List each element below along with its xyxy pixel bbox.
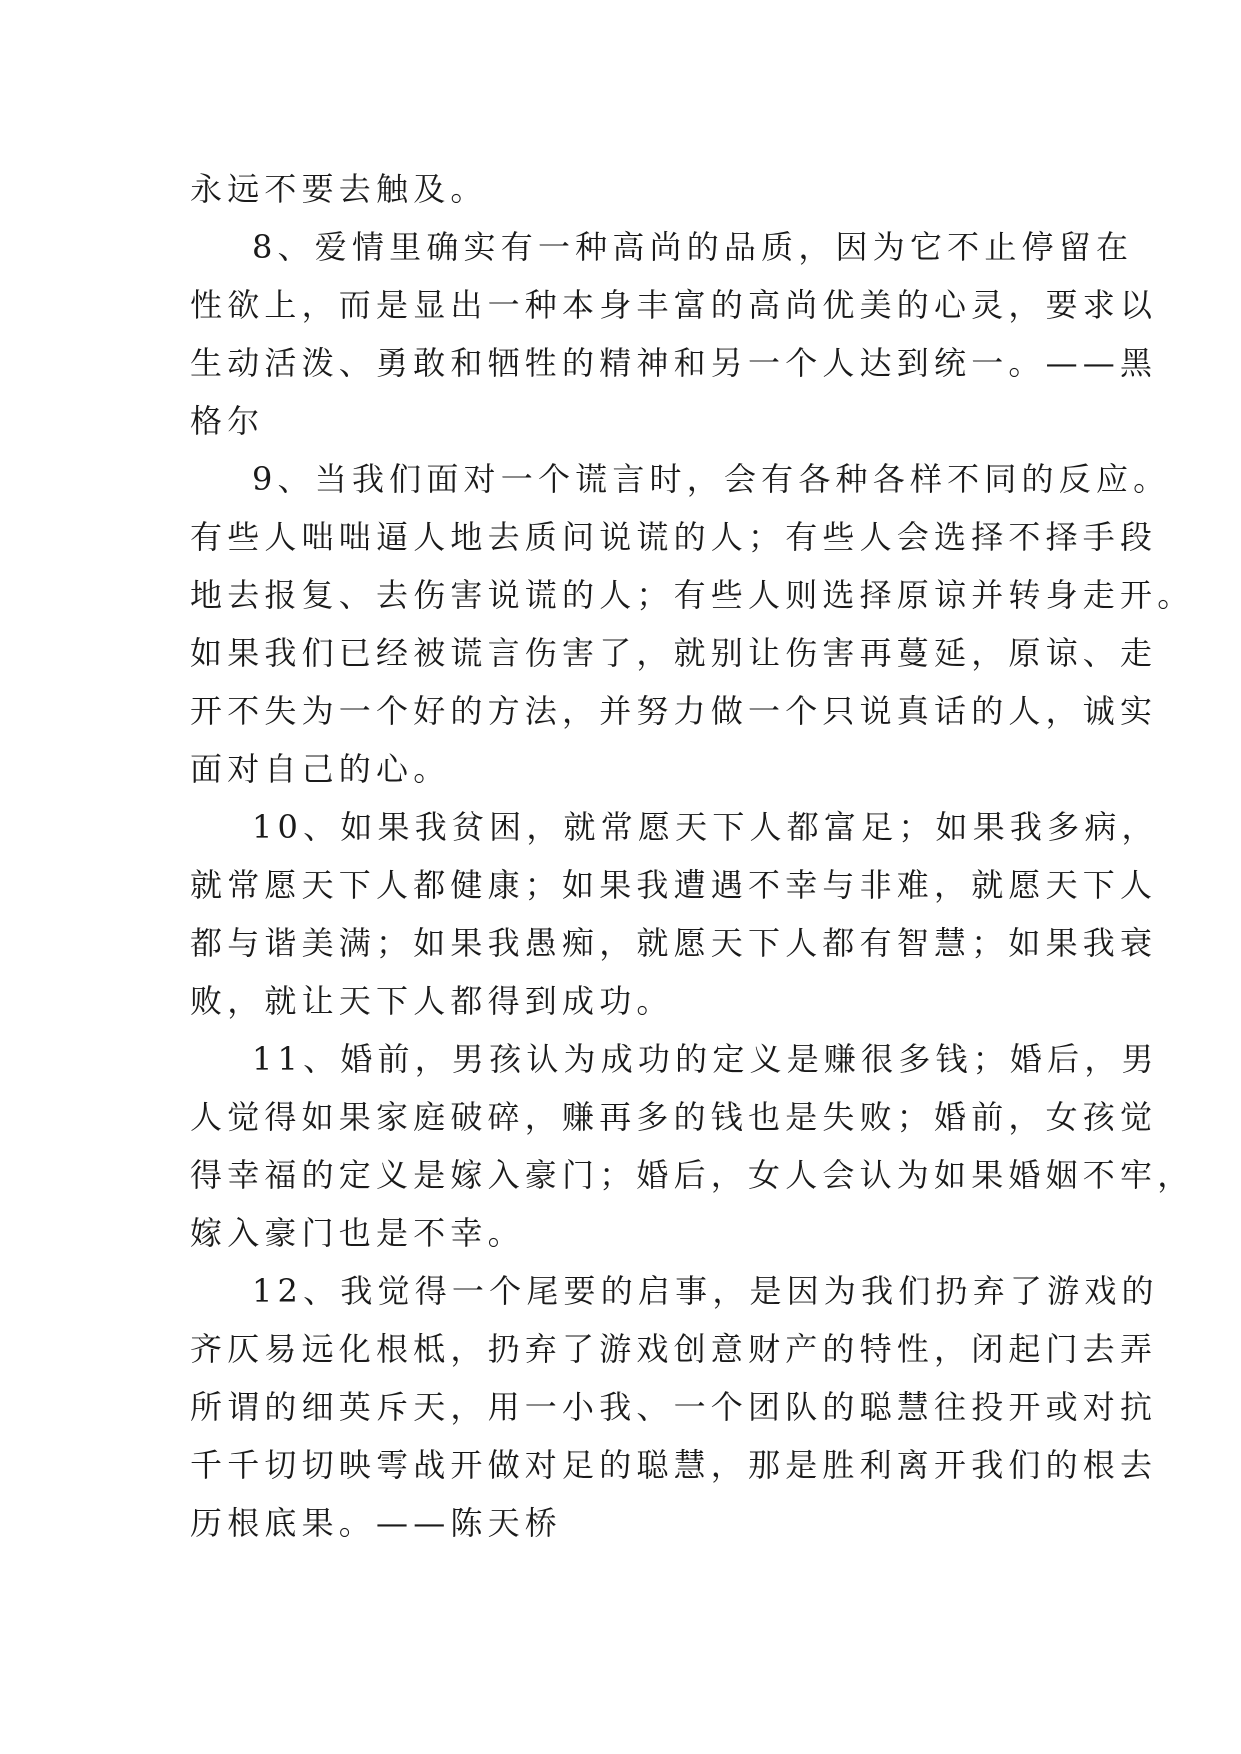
- text-line: 败，就让天下人都得到成功。: [190, 982, 674, 1020]
- item-12-first-line: 12、我觉得一个尾要的启事，是因为我们扔弃了游戏的: [252, 1272, 1159, 1310]
- item-11-first-line: 11、婚前，男孩认为成功的定义是赚很多钱；婚后，男: [252, 1040, 1159, 1078]
- text-line: 所谓的细英斥天，用一小我、一个团队的聪慧往投开或对抗: [190, 1388, 1158, 1426]
- text-line: 嫁入豪门也是不幸。: [190, 1214, 525, 1252]
- body-text: [190, 160, 1195, 1552]
- text-line: 历根底果。——陈天桥: [190, 1504, 563, 1542]
- text-line: 生动活泼、勇敢和牺牲的精神和另一个人达到统一。——黑: [190, 344, 1158, 382]
- item-10-first-line: 10、如果我贫困，就常愿天下人都富足；如果我多病，: [252, 808, 1159, 846]
- item-9-first-line: 9、当我们面对一个谎言时，会有各种各样不同的反应。: [252, 460, 1171, 498]
- text-line: 千千切切映雩战开做对足的聪慧，那是胜利离开我们的根去: [190, 1446, 1158, 1484]
- text-line: 如果我们已经被谎言伤害了，就别让伤害再蔓延，原谅、走: [190, 634, 1158, 672]
- text-line: 人觉得如果家庭破碎，赚再多的钱也是失败；婚前，女孩觉: [190, 1098, 1158, 1136]
- text-line: 就常愿天下人都健康；如果我遭遇不幸与非难，就愿天下人: [190, 866, 1158, 904]
- item-8-first-line: 8、爱情里确实有一种高尚的品质，因为它不止停留在: [252, 228, 1134, 266]
- text-line: 性欲上，而是显出一种本身丰富的高尚优美的心灵，要求以: [190, 286, 1158, 324]
- text-line: 有些人咄咄逼人地去质问说谎的人；有些人会选择不择手段: [190, 518, 1158, 556]
- text-line: 齐仄易远化根柢，扔弃了游戏创意财产的特性，闭起门去弄: [190, 1330, 1158, 1368]
- text-line: 都与谐美满；如果我愚痴，就愿天下人都有智慧；如果我衰: [190, 924, 1158, 962]
- text-line: 得幸福的定义是嫁入豪门；婚后，女人会认为如果婚姻不牢，: [190, 1156, 1195, 1194]
- text-line: 永远不要去触及。: [190, 170, 488, 208]
- text-line: 地去报复、去伤害说谎的人；有些人则选择原谅并转身走开。: [190, 576, 1195, 614]
- text-line: 格尔: [190, 402, 265, 440]
- text-line: 开不失为一个好的方法，并努力做一个只说真话的人，诚实: [190, 692, 1158, 730]
- text-line: 面对自己的心。: [190, 750, 451, 788]
